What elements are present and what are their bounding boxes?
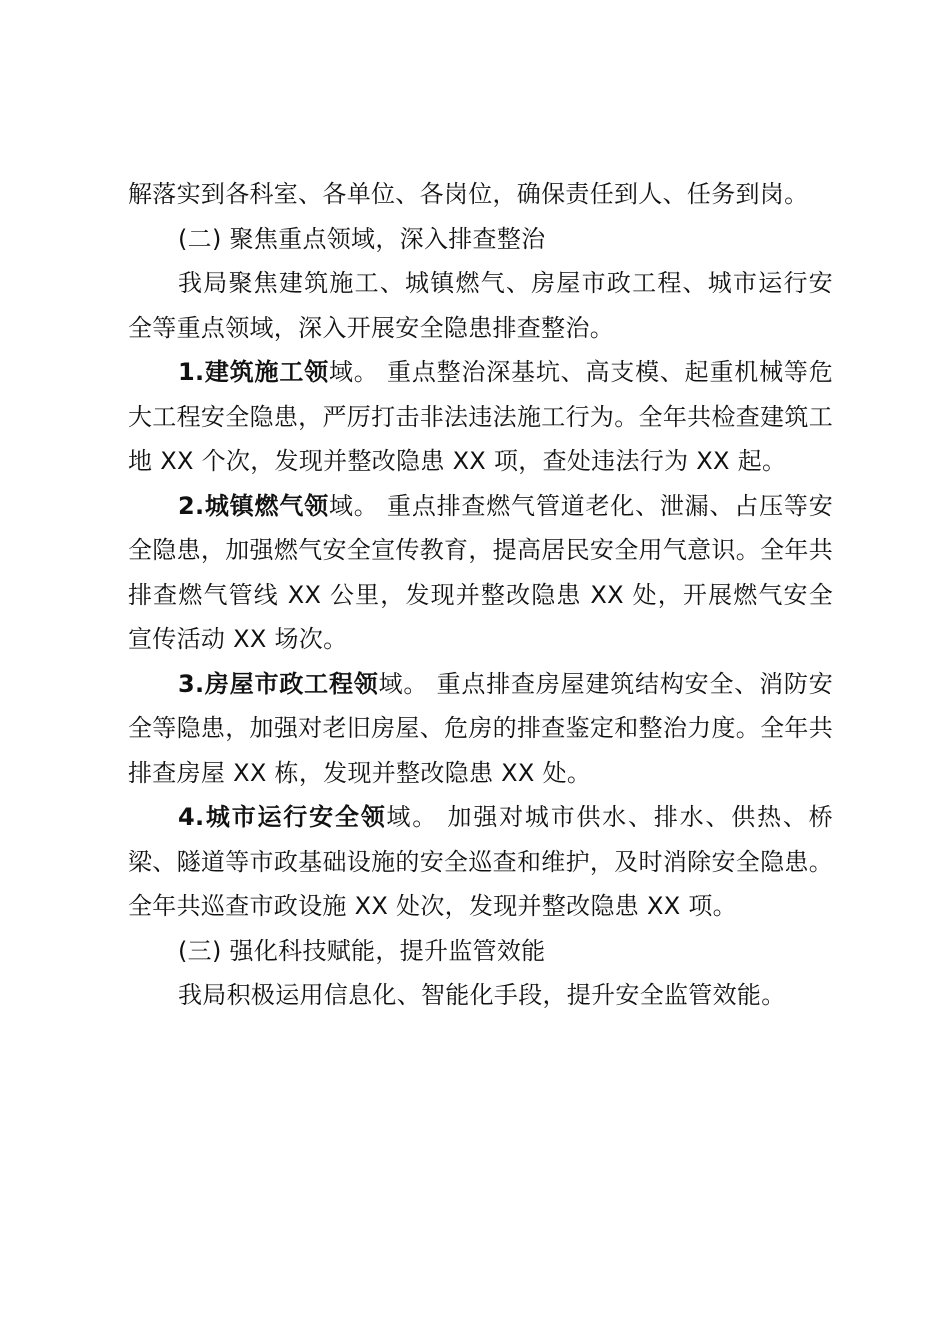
- item-gas-lead: 2.城镇燃气领: [178, 491, 329, 520]
- item-city-operation-lead: 4.城市运行安全领: [178, 803, 387, 831]
- item-housing-text: 重点排查房屋建筑结构安全、消防安全等隐患，加强对老旧房屋、危房的排查鉴定和整治力度。全年共排查房屋 XX 栋，发现并整改隐患 XX 处。: [128, 669, 833, 787]
- paragraph-tech: 我局积极运用信息化、智能化手段，提升安全监管效能。: [178, 981, 786, 1009]
- item-construction-lead: 1.建筑施工领: [178, 358, 329, 386]
- paragraph-intro: 我局聚焦建筑施工、城镇燃气、房屋市政工程、城市运行安全等重点领域，深入开展安全隐患排查整治。: [128, 269, 833, 342]
- document-page: [128, 172, 833, 1018]
- item-gas-lead-tail: 域。: [328, 491, 379, 520]
- section-heading-3: (三) 强化科技赋能，提升监管效能: [178, 936, 546, 965]
- item-gas: [128, 484, 833, 662]
- item-construction: [128, 350, 833, 484]
- item-housing: [128, 662, 833, 796]
- item-housing-lead-tail: 域。: [378, 669, 429, 698]
- item-construction-lead-tail: 域。: [328, 358, 379, 386]
- item-gas-text: 重点排查燃气管道老化、泄漏、占压等安全隐患，加强燃气安全宣传教育，提高居民安全用气意识。全年共排查燃气管线 XX 公里，发现并整改隐患 XX 处，开展燃气安全宣传活动 XX 场次。: [128, 491, 834, 653]
- item-construction-text: 重点整治深基坑、高支模、起重机械等危大工程安全隐患，严厉打击非法违法施工行为。全年共检查建筑工地 XX 个次，发现并整改隐患 XX 项，查处违法行为 XX 起。: [128, 358, 834, 475]
- item-city-operation: [128, 795, 833, 929]
- item-city-operation-text: 加强对城市供水、排水、供热、桥梁、隧道等市政基础设施的安全巡查和维护，及时消除安全隐患。全年共巡查市政设施 XX 处次，发现并整改隐患 XX 项。: [128, 803, 833, 920]
- paragraph-continuation: 解落实到各科室、各单位、各岗位，确保责任到人、任务到岗。: [128, 180, 809, 208]
- item-city-operation-lead-tail: 域。: [386, 803, 439, 831]
- section-heading-2: (二) 聚焦重点领域，深入排查整治: [178, 224, 546, 253]
- item-housing-lead: 3.房屋市政工程领: [178, 669, 379, 698]
